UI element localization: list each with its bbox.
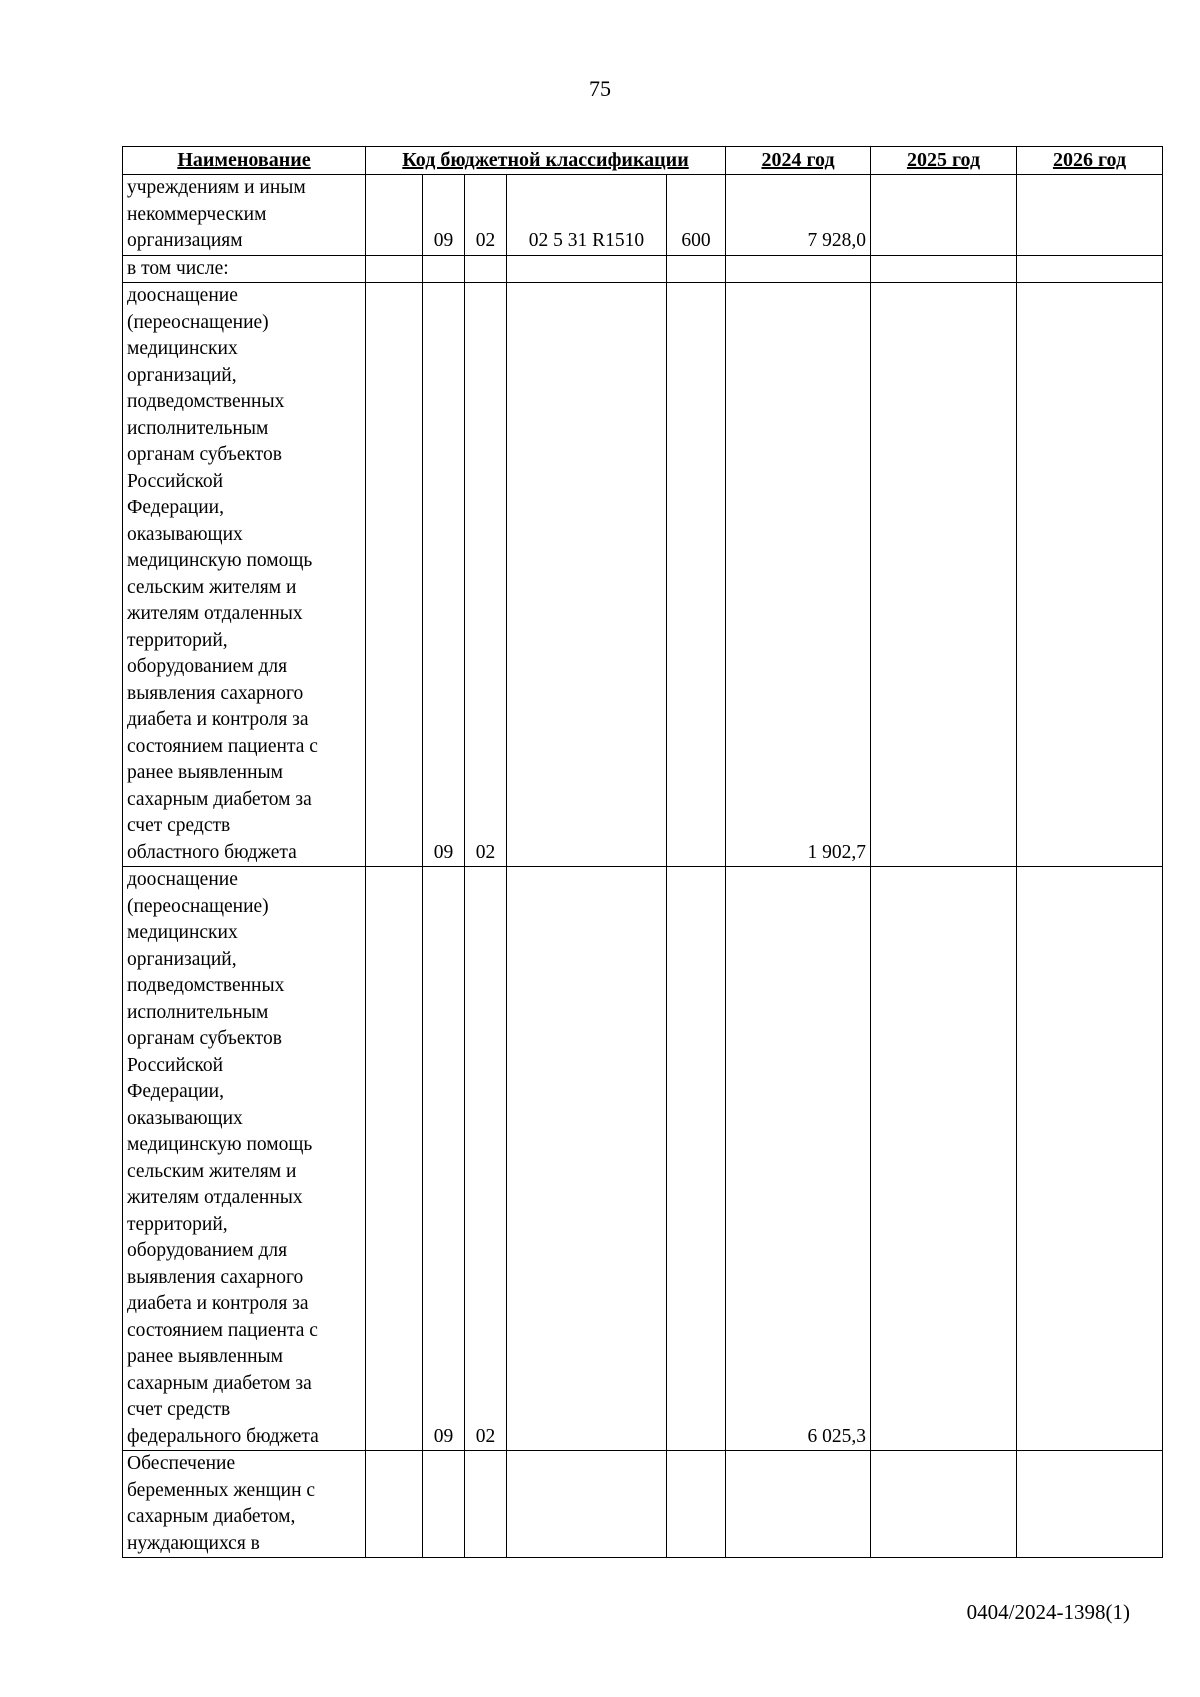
- row-name-line: Российской: [127, 1054, 224, 1076]
- row-name-line: дооснащение: [127, 869, 238, 890]
- row-name-line: организаций,: [127, 364, 237, 386]
- code-cell-c4: [507, 283, 667, 867]
- row-name-line: организациям: [127, 230, 243, 251]
- amount-cell-y2024: [726, 1451, 871, 1558]
- amount-cell-y2025: [871, 175, 1017, 256]
- code-cell-c1: [366, 175, 423, 256]
- row-name-line: органам субъектов: [127, 444, 282, 465]
- table-header-row: [123, 147, 1163, 175]
- row-name-line: сельским жителям и: [127, 1160, 297, 1182]
- table-row: [123, 1451, 1163, 1558]
- row-name-line: территорий,: [127, 629, 228, 651]
- row-name-line: исполнительным: [127, 1001, 269, 1023]
- row-name: [123, 175, 366, 256]
- table-row: [123, 255, 1163, 283]
- code-cell-c3: 02: [465, 283, 507, 867]
- code-cell-c5: [667, 255, 726, 283]
- row-name-line: подведомственных: [127, 975, 285, 996]
- code-cell-c5: 600: [667, 175, 726, 256]
- code-cell-c1: [366, 1451, 423, 1558]
- row-name-line: Федерации,: [127, 497, 224, 518]
- row-name-line: сахарным диабетом за: [127, 1372, 312, 1394]
- row-name-line: исполнительным: [127, 417, 269, 439]
- amount-cell-y2026: [1017, 255, 1163, 283]
- row-name-line: (переоснащение): [127, 895, 269, 917]
- amount-cell-y2026: [1017, 867, 1163, 1451]
- amount-cell-y2024: 1 902,7: [726, 283, 871, 867]
- row-name-line: дооснащение: [127, 285, 238, 306]
- code-cell-c4: [507, 867, 667, 1451]
- table-row: [123, 175, 1163, 256]
- page-number: 75: [589, 76, 611, 101]
- row-name-line: состоянием пациента с: [127, 735, 318, 757]
- code-cell-c2: 09: [423, 175, 465, 256]
- code-cell-c5: [667, 1451, 726, 1558]
- row-name-line: оказывающих: [127, 523, 243, 545]
- row-name-line: сахарным диабетом,: [127, 1506, 296, 1527]
- row-name-line: ранее выявленным: [127, 1346, 283, 1367]
- row-name-line: выявления сахарного: [127, 682, 304, 704]
- row-name-line: медицинскую помощь: [127, 1134, 313, 1155]
- amount-cell-y2025: [871, 867, 1017, 1451]
- code-cell-c1: [366, 255, 423, 283]
- row-name-line: Обеспечение: [127, 1453, 236, 1474]
- amount-cell-y2024: 6 025,3: [726, 867, 871, 1451]
- row-name: [123, 867, 366, 1451]
- table-row: [123, 867, 1163, 1451]
- amount-cell-y2025: [871, 255, 1017, 283]
- code-cell-c4: [507, 1451, 667, 1558]
- code-cell-c5: [667, 283, 726, 867]
- code-cell-c2: [423, 255, 465, 283]
- row-name-line: медицинских: [127, 922, 238, 943]
- row-name-line: сельским жителям и: [127, 576, 297, 598]
- row-name-line: организаций,: [127, 948, 237, 970]
- code-cell-c3: [465, 1451, 507, 1558]
- row-name-line: состоянием пациента с: [127, 1319, 318, 1341]
- row-name-line: ранее выявленным: [127, 762, 283, 783]
- row-name: [123, 283, 366, 867]
- row-name-line: жителям отдаленных: [127, 603, 303, 624]
- code-cell-c3: [465, 255, 507, 283]
- row-name: [123, 1451, 366, 1558]
- budget-table: [122, 146, 1163, 1558]
- row-name-line: Российской: [127, 470, 224, 492]
- header-2025: 2025 год: [871, 147, 1017, 175]
- code-cell-c4: [507, 255, 667, 283]
- row-name-line: некоммерческим: [127, 203, 267, 225]
- row-name-line: сахарным диабетом за: [127, 788, 312, 810]
- table-row: [123, 283, 1163, 867]
- row-name-line: счет средств: [127, 815, 231, 836]
- amount-cell-y2026: [1017, 1451, 1163, 1558]
- row-name-line: областного бюджета: [127, 841, 297, 863]
- code-cell-c2: [423, 1451, 465, 1558]
- row-name-line: беременных женщин с: [127, 1479, 316, 1501]
- code-cell-c2: 09: [423, 867, 465, 1451]
- amount-cell-y2025: [871, 1451, 1017, 1558]
- row-name-line: (переоснащение): [127, 311, 269, 333]
- row-name-line: диабета и контроля за: [127, 709, 309, 730]
- amount-cell-y2024: 7 928,0: [726, 175, 871, 256]
- table-body: [123, 175, 1163, 1558]
- row-name-line: медицинских: [127, 338, 238, 359]
- row-name-line: счет средств: [127, 1399, 231, 1420]
- row-name-line: медицинскую помощь: [127, 550, 313, 571]
- header-name: Наименование: [123, 147, 366, 175]
- row-name-line: учреждениям и иным: [127, 177, 306, 198]
- code-cell-c3: 02: [465, 867, 507, 1451]
- code-cell-c1: [366, 867, 423, 1451]
- row-name-line: жителям отдаленных: [127, 1187, 303, 1208]
- amount-cell-y2026: [1017, 175, 1163, 256]
- row-name-line: выявления сахарного: [127, 1266, 304, 1288]
- row-name-line: диабета и контроля за: [127, 1293, 309, 1314]
- row-name-line: федерального бюджета: [127, 1425, 319, 1447]
- code-cell-c1: [366, 283, 423, 867]
- row-name: [123, 255, 366, 283]
- code-cell-c2: 09: [423, 283, 465, 867]
- code-cell-c5: [667, 867, 726, 1451]
- amount-cell-y2024: [726, 255, 871, 283]
- amount-cell-y2025: [871, 283, 1017, 867]
- row-name-line: нуждающихся в: [127, 1532, 260, 1554]
- row-name-line: оборудованием для: [127, 656, 288, 677]
- row-name-line: оказывающих: [127, 1107, 243, 1129]
- row-name-line: подведомственных: [127, 391, 285, 412]
- row-name-line: территорий,: [127, 1213, 228, 1235]
- code-cell-c3: 02: [465, 175, 507, 256]
- row-name-line: в том числе:: [127, 257, 229, 279]
- row-name-line: Федерации,: [127, 1081, 224, 1102]
- document-code: 0404/2024-1398(1): [966, 1600, 1130, 1624]
- header-code: Код бюджетной классификации: [366, 147, 726, 175]
- header-2024: 2024 год: [726, 147, 871, 175]
- row-name-line: органам субъектов: [127, 1028, 282, 1049]
- code-cell-c4: 02 5 31 R1510: [507, 175, 667, 256]
- amount-cell-y2026: [1017, 283, 1163, 867]
- row-name-line: оборудованием для: [127, 1240, 288, 1261]
- header-2026: 2026 год: [1017, 147, 1163, 175]
